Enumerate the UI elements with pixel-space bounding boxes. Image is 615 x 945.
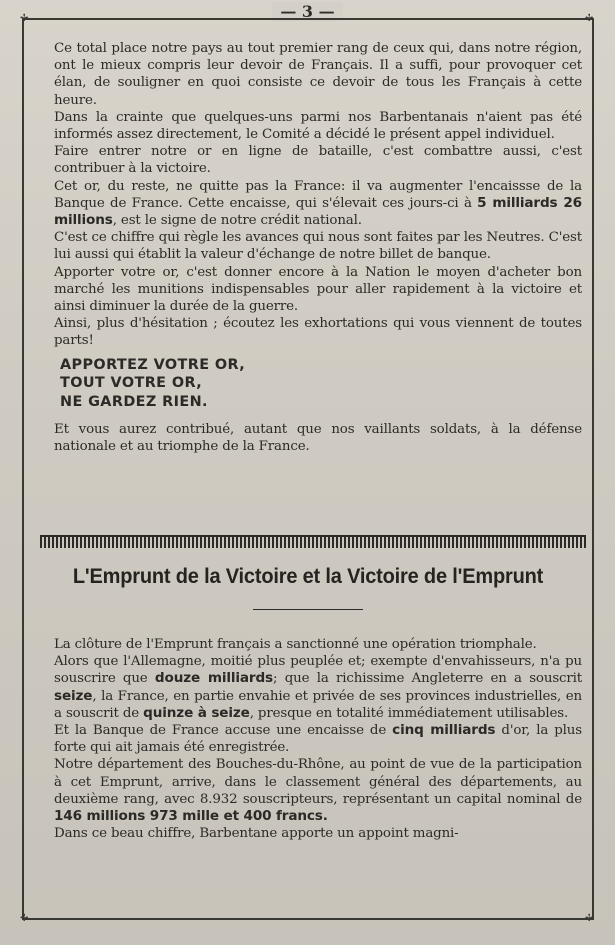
corner-ornament-icon: ✢: [585, 13, 594, 24]
paragraph: Dans la crainte que quelques-uns parmi nos Barbentanais n'aient pas été informés assez directement, le Comité a décidé le présent appel individuel.: [54, 109, 582, 143]
paragraph: Apporter votre or, c'est donner encore à la Nation le moyen d'acheter bon marché les munitions indispensables pour aller rapidement à la victoire et ainsi diminuer la durée de la guerre.: [54, 264, 582, 315]
paragraph: Et la Banque de France accuse une encaisse de cinq milliards d'or, la plus forte qui ait jamais été enregistrée.: [54, 722, 582, 756]
callout-line: TOUT VOTRE OR,: [60, 375, 203, 392]
title-underline: [253, 609, 363, 610]
paragraph: La clôture de l'Emprunt français a sanctionné une opération triomphale.: [54, 637, 537, 652]
corner-ornament-icon: ✢: [585, 913, 594, 924]
paragraph: Dans ce beau chiffre, Barbentane apporte un appoint magni-: [54, 826, 459, 842]
article-title: L'Emprunt de la Victoire et la Victoire de l'Emprunt: [72, 564, 544, 588]
paragraph: C'est ce chiffre qui règle les avances qui nous sont faites par les Neutres. C'est lui aussi qui établit la valeur d'échange de notre billet de banque.: [54, 230, 582, 263]
callout-slogan: [60, 356, 582, 412]
callout-line: APPORTEZ VOTRE OR,: [60, 356, 246, 373]
article-body: [54, 636, 582, 842]
paragraph: Alors que l'Allemagne, moitié plus peuplée et; exempte d'envahisseurs, n'a pu souscrire que douze milliards; que la richissime Angleterre en a souscrit seize, la France, en partie envahie et privée de ses provinces industrielles, en a souscrit de quinze à seize, presque en totalité immédiatement utilisables.: [54, 654, 583, 721]
page-number: — 3 —: [0, 2, 615, 21]
corner-ornament-icon: ✢: [20, 13, 29, 24]
paragraph: Cet or, du reste, ne quitte pas la France: il va augmenter l'encaissse de la Banque de France. Cette encaisse, qui s'élevait ces jours-ci à 5 milliards 26 millions, est le signe de notre crédit national.: [54, 178, 582, 229]
corner-ornament-icon: ✢: [20, 913, 29, 924]
paragraph: Ce total place notre pays au tout premier rang de ceux qui, dans notre région, ont le mieux compris leur devoir de Français. Il a suffi, pour provoquer cet élan, de souligner en quoi consiste ce devoir de tous les Français à cette heure.: [54, 41, 582, 108]
decorative-divider: [40, 535, 586, 548]
paragraph: Et vous aurez contribué, autant que nos vaillants soldats, à la défense nationale et au triomphe de la France.: [54, 422, 582, 455]
appeal-section: [54, 40, 582, 456]
callout-line: NE GARDEZ RIEN.: [60, 393, 208, 410]
paragraph: Ainsi, plus d'hésitation ; écoutez les exhortations qui vous viennent de toutes parts!: [54, 316, 582, 349]
paragraph: Faire entrer notre or en ligne de bataille, c'est combattre aussi, c'est contribuer à la victoire.: [54, 144, 582, 177]
paragraph: Notre département des Bouches-du-Rhône, au point de vue de la participation à cet Emprunt, arrive, dans le classement général des départements, au deuxième rang, avec 8.932 souscripteurs, représentant un capital nominal de 146 millions 973 mille et 400 francs.: [54, 757, 582, 825]
